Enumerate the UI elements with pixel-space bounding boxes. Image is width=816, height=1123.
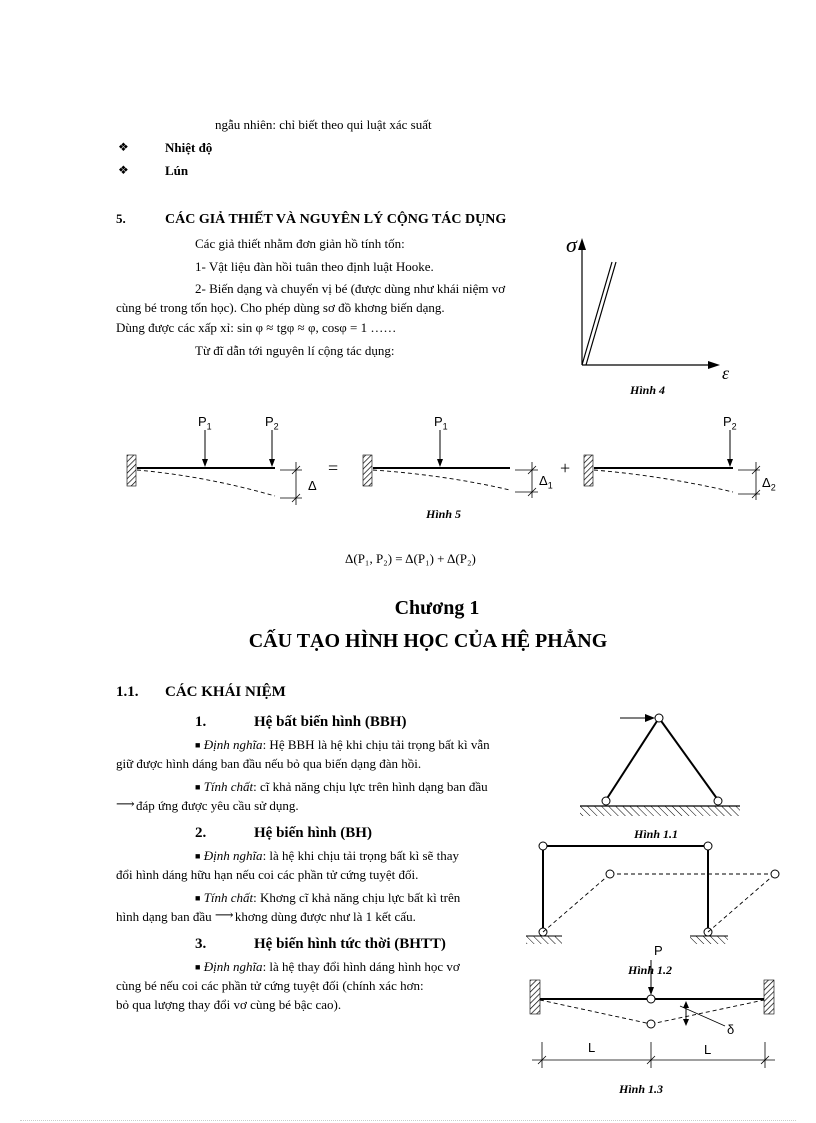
definition-line: bỏ qua lượng thay đổi vơ cùng bé bậc cao). [116,997,342,1012]
property-line: hình dạng ban đầu ⟶khơng dùng được như là 1 kết cấu. [116,907,416,924]
load-label-p1: $P_1$ [198,414,212,432]
delta-label: δ [727,1022,735,1037]
subsection-title: CÁC KHÁI NIỆM [165,684,286,700]
section-number: 5. [116,211,126,226]
definition-line: ■ Định nghĩa: là hệ thay đổi hình dáng hình học vơ [195,959,460,974]
definition-line: đổi hình dáng hữu hạn nếu coi các phần tử cứng tuyệt đối. [116,867,419,882]
chapter-title: CẤU TẠO HÌNH HỌC CỦA HỆ PHẲNG [248,630,608,652]
subsection-number: 1.1. [116,684,139,700]
property-line: ⟶đáp ứng được yêu cầu sử dụng. [116,796,299,813]
item-title: Hệ bất biến hình (BBH) [254,714,407,730]
paragraph-line: 2- Biến dạng và chuyển vị bé (được dùng như khái niệm vơ [195,281,506,296]
span-length-label: L [588,1040,596,1055]
item-number: 3. [195,936,207,952]
equals-sign: = [328,458,339,478]
property-line: ■ Tính chất: Khơng cĩ khả năng chịu lực bất kì trên [195,890,461,905]
item-title: Hệ biến hình (BH) [254,825,372,841]
axis-epsilon-label: ε [722,363,730,383]
figure-caption: Hình 1.2 [628,963,673,977]
property-line: ■ Tính chất: cĩ khả năng chịu lực trên hình dạng ban đầu [195,779,488,794]
figure-caption: Hình 1.1 [634,827,679,841]
deflection-label-1: $\Delta_1$ [539,473,553,491]
figure-caption: Hình 5 [426,507,462,521]
paragraph-line: Dùng được các xấp xỉ: sin φ ≈ tgφ ≈ φ, cosφ = 1 …… [116,320,397,335]
definition-line: ■ Định nghĩa: là hệ khi chịu tải trọng bất kì sẽ thay [195,848,459,863]
section-title: CÁC GIẢ THIẾT VÀ NGUYÊN LÝ CỘNG TÁC DỤNG [165,212,507,227]
superposition-equation: Δ(P₁, P₂) = Δ(P₁) + Δ(P₂) [345,551,476,566]
definition-line: giữ được hình dáng ban đầu nếu bỏ qua biến dạng đàn hồi. [116,756,422,771]
continued-line: ngẫu nhiên: chỉ biết theo qui luật xác suất [215,117,432,132]
chapter-label: Chương 1 [394,597,480,619]
deflection-label-2: $\Delta_2$ [762,475,776,493]
item-number: 1. [195,714,207,730]
arrow-icon: ⟶ [214,907,234,922]
plus-sign: + [560,458,571,478]
page-bottom-rule [20,1120,796,1121]
load-label-p2: $P_2$ [265,414,279,432]
load-label-p2: $P_2$ [723,414,737,432]
paragraph-line: 1- Vật liệu đàn hồi tuân theo định luật Hooke. [195,259,434,274]
span-length-label: L [704,1042,712,1057]
deflection-label: Δ [308,478,317,493]
bullet-item-temperature: Nhiệt độ [165,140,213,155]
definition-line: cùng bé nếu coi các phần tử cứng tuyệt đối (chính xác hơn: [116,978,424,993]
item-number: 2. [195,825,207,841]
load-label-p: P [654,943,663,958]
arrow-icon: ⟶ [116,796,135,811]
bullet-icon: ❖ [118,163,129,177]
figure-caption: Hình 1.3 [619,1082,664,1096]
paragraph-line: Từ đĩ dẫn tới nguyên lí cộng tác dụng: [195,343,395,358]
bullet-item-settlement: Lún [165,163,189,178]
figure-caption: Hình 4 [630,383,666,397]
definition-line: ■ Định nghĩa: Hệ BBH là hệ khi chịu tải trọng bất kì vẫn [195,737,490,752]
load-label-p1: $P_1$ [434,414,448,432]
axis-sigma-label: σ [566,232,577,257]
paragraph-line: cùng bé trong tốn học). Cho phép dùng sơ đồ khơng biến dạng. [116,300,445,315]
paragraph-line: Các giả thiết nhằm đơn giản hồ tính tốn: [195,236,405,251]
item-title: Hệ biến hình tức thời (BHTT) [254,936,446,952]
bullet-icon: ❖ [118,140,129,154]
